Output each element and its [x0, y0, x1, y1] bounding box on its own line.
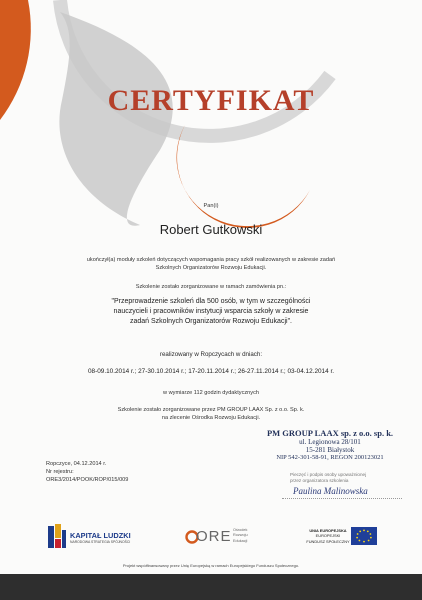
training-dates: 08-09.10.2014 r.; 27-30.10.2014 r.; 17-20.11.2014 r.; 26-27.11.2014 r.; 03-04.12.2014 r. — [88, 368, 334, 375]
signature: Paulina Malinowska — [293, 486, 368, 496]
stamp-line-3: 15-281 Białystok — [305, 446, 355, 454]
certificate-title: CERTYFIKAT — [107, 84, 315, 117]
completion-line-2: Szkolnych Organizatorów Rozwoju Edukacji. — [155, 265, 267, 271]
footer-note: Projekt współfinansowany przez Unię Europejską w ramach Europejskiego Funduszu Społecznego. — [122, 563, 300, 568]
ore-subtitle-line-1: Ośrodek — [233, 528, 248, 532]
stamp-line-4: NIP 542-301-58-91, REGON 200123021 — [276, 454, 384, 461]
organizer-line-2: na zlecenie Ośrodka Rozwoju Edukacji. — [161, 415, 261, 421]
project-line-2: nauczycieli i pracowników instytucji wsparcia szkoły w zakresie — [113, 308, 309, 315]
eu-flag-icon — [351, 527, 377, 545]
project-name — [0, 297, 422, 327]
sign-note-line-1: Pieczęć i podpis osoby upoważnionej — [290, 472, 367, 477]
stamp-line-1: PM GROUP LAAX sp. z o.o. sp. k. — [266, 428, 394, 438]
ore-subtitle — [233, 528, 248, 544]
completion-line-1: ukończył(a) moduły szkoleń dotyczących wspomagania pracy szkół realizowanych w zakresie zadań — [86, 257, 336, 263]
register-label: Nr rejestru: — [46, 469, 74, 475]
kapital-ludzki-logo — [48, 522, 156, 552]
signature-line — [282, 498, 402, 499]
register-number: ORE3/2014/POOK/ROP/015/009 — [46, 477, 129, 483]
training-hours: w wymiarze 112 godzin dydaktycznych — [163, 390, 259, 396]
project-line-3: zadań Szkolnych Organizatorów Rozwoju Edukacji". — [129, 318, 292, 325]
footer-band — [0, 574, 422, 600]
stamp-line-2: ul. Legionowa 28/101 — [299, 438, 361, 446]
ore-logo — [185, 522, 265, 552]
company-stamp — [255, 428, 405, 461]
eu-line-2: EUROPEJSKI — [315, 533, 341, 539]
kapital-ludzki-emblem-icon — [48, 524, 66, 550]
salutation: Pan(i) — [203, 203, 219, 209]
ore-subtitle-line-2: Rozwoju — [233, 533, 248, 538]
recipient-name: Robert Gutkowski — [159, 222, 263, 237]
realized-in: realizowany w Ropczycach w dniach: — [159, 351, 263, 358]
ordered-by: Szkolenie zostało zorganizowane w ramach zamówienia pn.: — [135, 284, 287, 290]
eu-line-3: FUNDUSZ SPOŁECZNY — [306, 538, 350, 544]
ore-subtitle-line-3: Edukacji — [233, 538, 248, 543]
eu-text — [306, 528, 350, 544]
eu-logo — [306, 522, 386, 552]
sign-note-line-2: przez organizatora szkolenia — [290, 478, 349, 483]
kl-subtitle: NARODOWA STRATEGIA SPÓJNOŚCI — [70, 540, 131, 544]
issue-place-date: Ropczyce, 04.12.2014 r. — [46, 461, 107, 467]
project-line-1: "Przeprowadzenie szkoleń dla 500 osób, w tym w szczególności — [111, 298, 311, 305]
kl-title: KAPITAŁ LUDZKI — [70, 531, 131, 540]
ore-mark: ORE — [196, 528, 232, 545]
sign-note — [290, 472, 366, 484]
eu-line-1: UNIA EUROPEJSKA — [309, 528, 347, 533]
organizer-line-1: Szkolenie zostało zorganizowane przez PM GROUP LAAX Sp. z o.o. Sp. k. — [117, 407, 305, 413]
